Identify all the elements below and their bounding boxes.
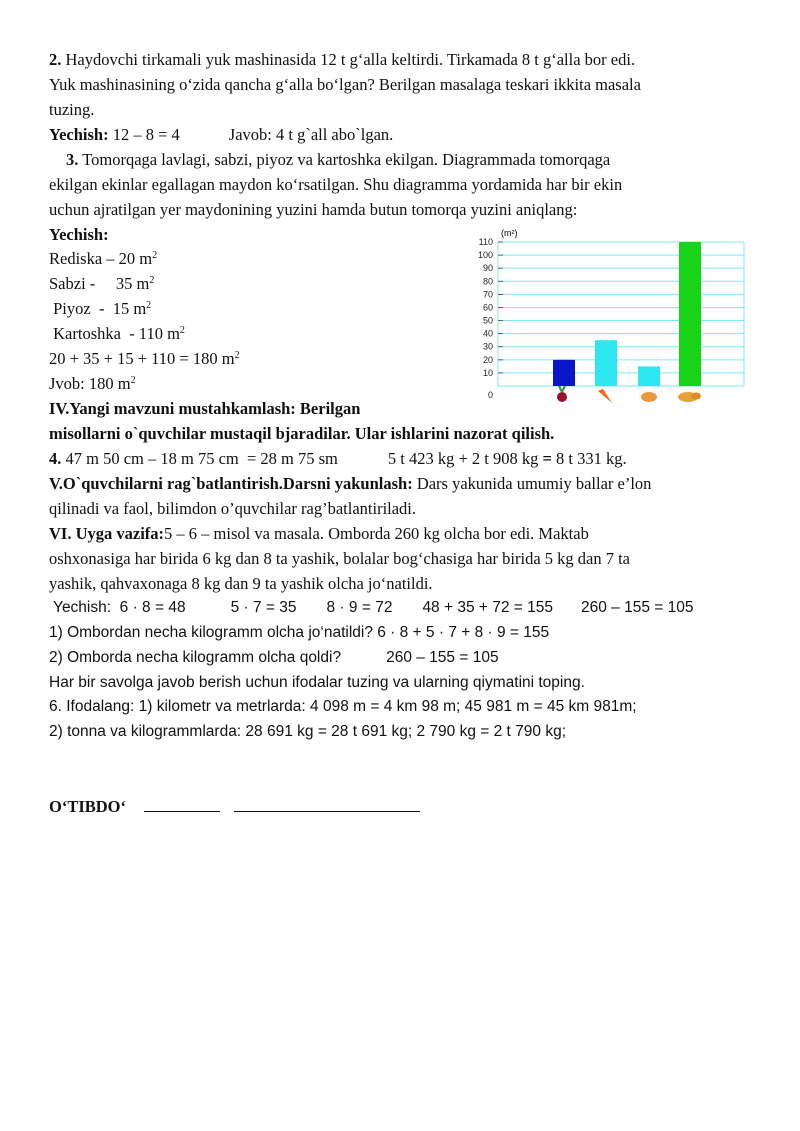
problem-3-solution-label: Yechish: <box>49 225 109 244</box>
question-1: 1) Ombordan necha kilogramm olcha jo‘natildi? 6 · 8 + 5 · 7 + 8 · 9 = 155 <box>49 624 550 641</box>
section-4-heading-line-1: IV.Yangi mavzuni mustahkamlash: Berilgan <box>49 399 361 418</box>
signature-blank-long <box>234 797 420 812</box>
section-5-line-1: V.O`quvchilarni rag`batlantirish.Darsni yakunlash: Dars yakunida umumiy ballar e’lon <box>49 474 652 493</box>
problem-2-solution <box>49 125 393 145</box>
problem-2-line-2: Yuk mashinasining o‘zida qancha g‘alla bo‘lgan? Berilgan masalaga teskari ikkita masala <box>49 75 641 94</box>
y-tick-label: 10 <box>482 367 493 378</box>
exercise-number: 4. <box>49 449 62 468</box>
problem-2-line-1 <box>49 50 635 70</box>
area-item-rediska: Rediska – 20 $m^2$ <box>49 249 158 268</box>
y-tick-label: 60 <box>482 302 493 313</box>
potato-icon <box>678 392 701 402</box>
area-sum: 20 + 35 + 15 + 110 = 180 $m^2$ <box>49 349 240 368</box>
section-4-heading-line-2: misollarni o`quvchilar mustaqil bjaradilar. Ular ishlarini nazorat qilish. <box>49 424 555 443</box>
area-item-sabzi: Sabzi - 35 $m^2$ <box>49 274 155 293</box>
problem-3-line-1 <box>66 150 610 170</box>
section-5-line-2: qilinadi va faol, bilimdon o’quvchilar rag’batlantiriladi. <box>49 499 417 518</box>
chart-bars <box>553 242 701 386</box>
problem-text: Haydovchi tirkamali yuk mashinasida 12 t g‘alla keltirdi. Tirkamada 8 t g‘alla bor edi. <box>61 50 636 69</box>
section-6-line-1: VI. Uyga vazifa:5 – 6 – misol va masala. Omborda 260 kg olcha bor edi. Maktab <box>49 524 589 543</box>
section-6-heading: VI. Uyga vazifa: <box>49 524 165 543</box>
bar-piyoz <box>638 366 660 386</box>
bar-kartoshka <box>679 242 701 386</box>
area-item-piyoz: Piyoz - 15 $m^2$ <box>49 299 152 318</box>
exercise-4 <box>49 449 627 469</box>
y-tick-label: 30 <box>482 341 493 352</box>
chart-unit-label: (m²) <box>501 228 518 238</box>
problem-3-line-3: uchun ajratilgan yer maydonining yuzini hamda butun tomorqa yuzini aniqlang: <box>49 200 578 219</box>
problem-text: Tomorqaga lavlagi, sabzi, piyoz va kartoshka ekilgan. Diagrammada tomorqaga <box>78 150 611 169</box>
section-5-heading: V.O`quvchilarni rag`batlantirish.Darsni yakunlash: <box>49 474 413 493</box>
carrot-icon <box>598 389 612 403</box>
signature-label: O‘TIBDO‘ <box>49 797 127 816</box>
solution-expression: 12 – 8 = 4 <box>108 125 180 144</box>
y-tick-label: 20 <box>482 354 493 365</box>
area-bar-chart <box>465 226 755 411</box>
y-tick-label: 100 <box>477 250 493 261</box>
problem-number: 3. <box>66 150 79 169</box>
y-tick-label: 50 <box>482 315 493 326</box>
signature-blank-short <box>144 797 220 812</box>
signature-row <box>49 797 420 817</box>
section-6-line-6: 2) tonna va kilogrammlarda: 28 691 kg = 28 t 691 kg; 2 790 kg = 2 t 790 kg; <box>49 723 566 740</box>
question-2: 2) Omborda necha kilogramm olcha qoldi? 260 – 155 = 105 <box>49 649 499 666</box>
chart-grid <box>498 242 744 386</box>
problem-number: 2. <box>49 50 62 69</box>
y-tick-label: 90 <box>482 263 493 274</box>
exercise-4-expression-1: 47 m 50 cm – 18 m 75 cm = 28 m 75 sm <box>61 449 338 468</box>
section-6-line-5: 6. Ifodalang: 1) kilometr va metrlarda: 4 098 m = 4 km 98 m; 45 981 m = 45 km 981m; <box>49 698 637 715</box>
chart-category-icons <box>557 386 701 403</box>
beet-icon <box>557 386 567 402</box>
y-tick-label: 40 <box>482 328 493 339</box>
bar-rediska <box>553 360 575 386</box>
y-tick-label: 70 <box>482 289 493 300</box>
y-tick-label: 110 <box>478 237 493 247</box>
problem-3-line-2: ekilgan ekinlar egallagan maydon ko‘rsatilgan. Shu diagramma yordamida har bir ekin <box>49 175 623 194</box>
y-tick-label: 0 <box>487 390 493 400</box>
section-6-solution: Yechish: 6 · 8 = 48 5 · 7 = 35 8 · 9 = 72 48 + 35 + 72 = 155 260 – 155 = 105 <box>49 599 694 616</box>
y-tick-label: 80 <box>482 276 493 287</box>
problem-2-line-3: tuzing. <box>49 100 95 119</box>
solution-answer: Javob: 4 t g`all abo`lgan. <box>228 125 394 144</box>
solution-label: Yechish: <box>49 125 109 144</box>
section-6-line-4: Har bir savolga javob berish uchun ifodalar tuzing va ularning qiymatini toping. <box>49 674 585 691</box>
section-6-line-2: oshxonasiga har birida 6 kg dan 8 ta yashik, bolalar bog‘chasiga har birida 5 kg dan 7 ta <box>49 549 631 568</box>
onion-icon <box>641 392 657 402</box>
exercise-4-expression-2: 5 t 423 kg + 2 t 908 kg = 8 t 331 kg. <box>387 449 627 468</box>
area-item-kartoshka: Kartoshka - 110 $m^2$ <box>49 324 185 343</box>
bar-sabzi <box>595 340 617 386</box>
section-6-line-3: yashik, qahvaxonaga 8 kg dan 9 ta yashik olcha jo‘natildi. <box>49 574 433 593</box>
chart-y-axis <box>478 237 503 400</box>
area-answer: Jvob: 180 $m^2$ <box>49 374 136 393</box>
